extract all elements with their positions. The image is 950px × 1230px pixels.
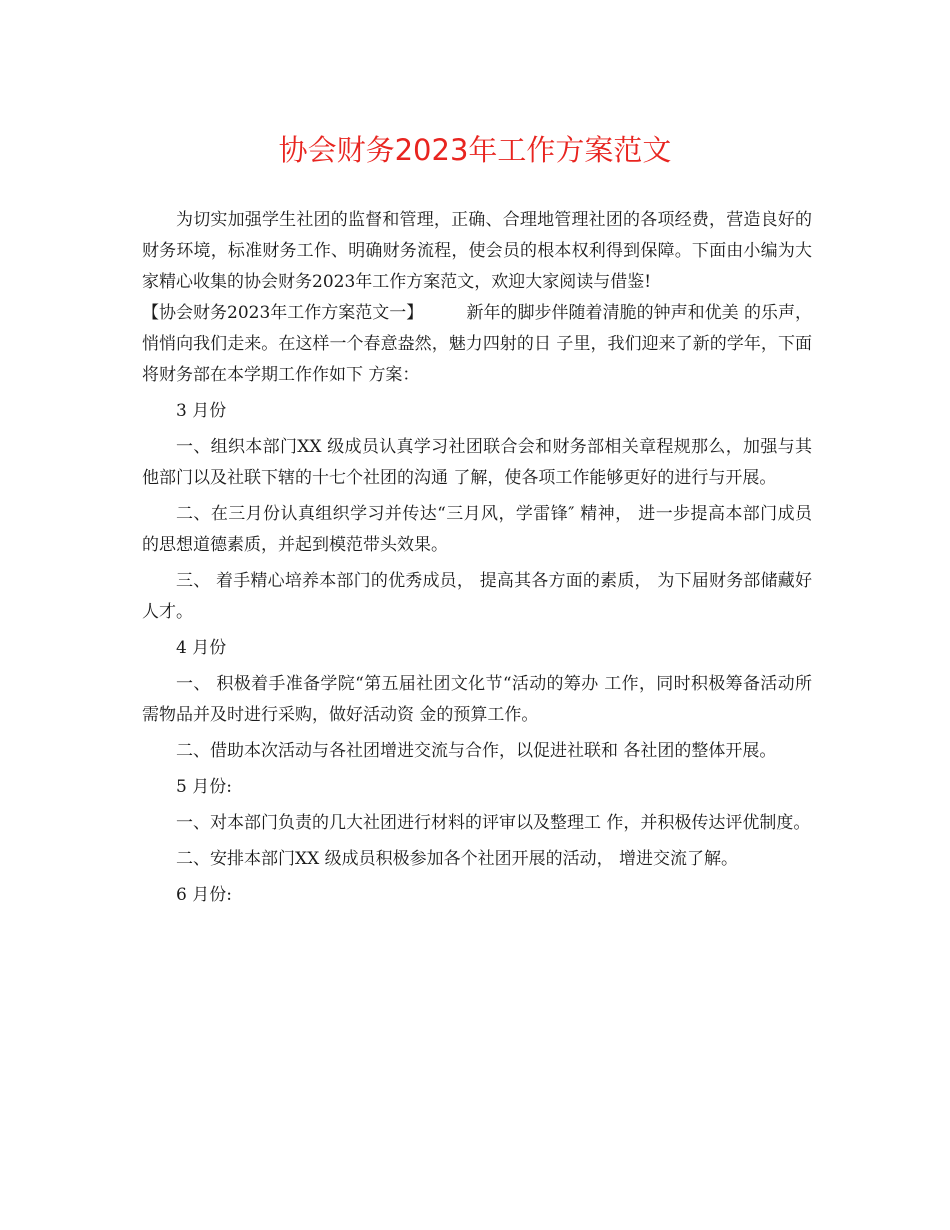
month-label-june: 6 月份: (176, 885, 232, 905)
april-item-1: 一、 积极着手准备学院“第五届社团文化节“活动的筹办 工作，同时积极筹备活动所需物品并及时进行采购，做好活动资 金的预算工作。 (142, 674, 812, 725)
month-label-march: 3 月份 (176, 401, 227, 421)
may-item-1: 一、对本部门负责的几大社团进行材料的评审以及整理工 作，并积极传达评优制度。 (176, 813, 811, 833)
intro-paragraph: 为切实加强学生社团的监督和管理，正确、合理地管理社团的各项经费，营造良好的财务环境，标准财务工作、明确财务流程，使会员的根本权利得到保障。下面由小编为大家精心收集的协会财务2023年工作方案范文，欢迎大家阅读与借鉴! (142, 210, 812, 292)
march-item-2: 二、在三月份认真组织学习并传达“三月风，学雷锋″ 精神， 进一步提高本部门成员的思想道德素质，并起到模范带头效果。 (142, 504, 812, 555)
march-item-3: 三、 着手精心培养本部门的优秀成员， 提高其各方面的素质， 为下届财务部储藏好人才。 (142, 571, 812, 622)
section-intro: 新年的脚步伴随着清脆的钟声和优美 的乐声，悄悄向我们走来。在这样一个春意盎然，魅力四射的日 子里，我们迎来了新的学年，下面将财务部在本学期工作作如下 方案： (142, 303, 812, 385)
month-label-april: 4 月份 (176, 638, 227, 658)
document-body (142, 205, 812, 911)
document-title: 协会财务2023年工作方案范文 (278, 133, 672, 167)
march-item-1: 一、组织本部门XX 级成员认真学习社团联合会和财务部相关章程规那么，加强与其他部门以及社联下辖的十七个社团的沟通 了解，使各项工作能够更好的进行与开展。 (142, 437, 812, 488)
april-item-2: 二、借助本次活动与各社团增进交流与合作，以促进社联和 各社团的整体开展。 (176, 741, 777, 761)
section-heading: 【协会财务2023年工作方案范文一】 (142, 303, 424, 323)
may-item-2: 二、安排本部门XX 级成员积极参加各个社团开展的活动， 增进交流了解。 (176, 849, 739, 869)
section-paragraph (142, 298, 812, 391)
month-label-may: 5 月份: (176, 777, 232, 797)
